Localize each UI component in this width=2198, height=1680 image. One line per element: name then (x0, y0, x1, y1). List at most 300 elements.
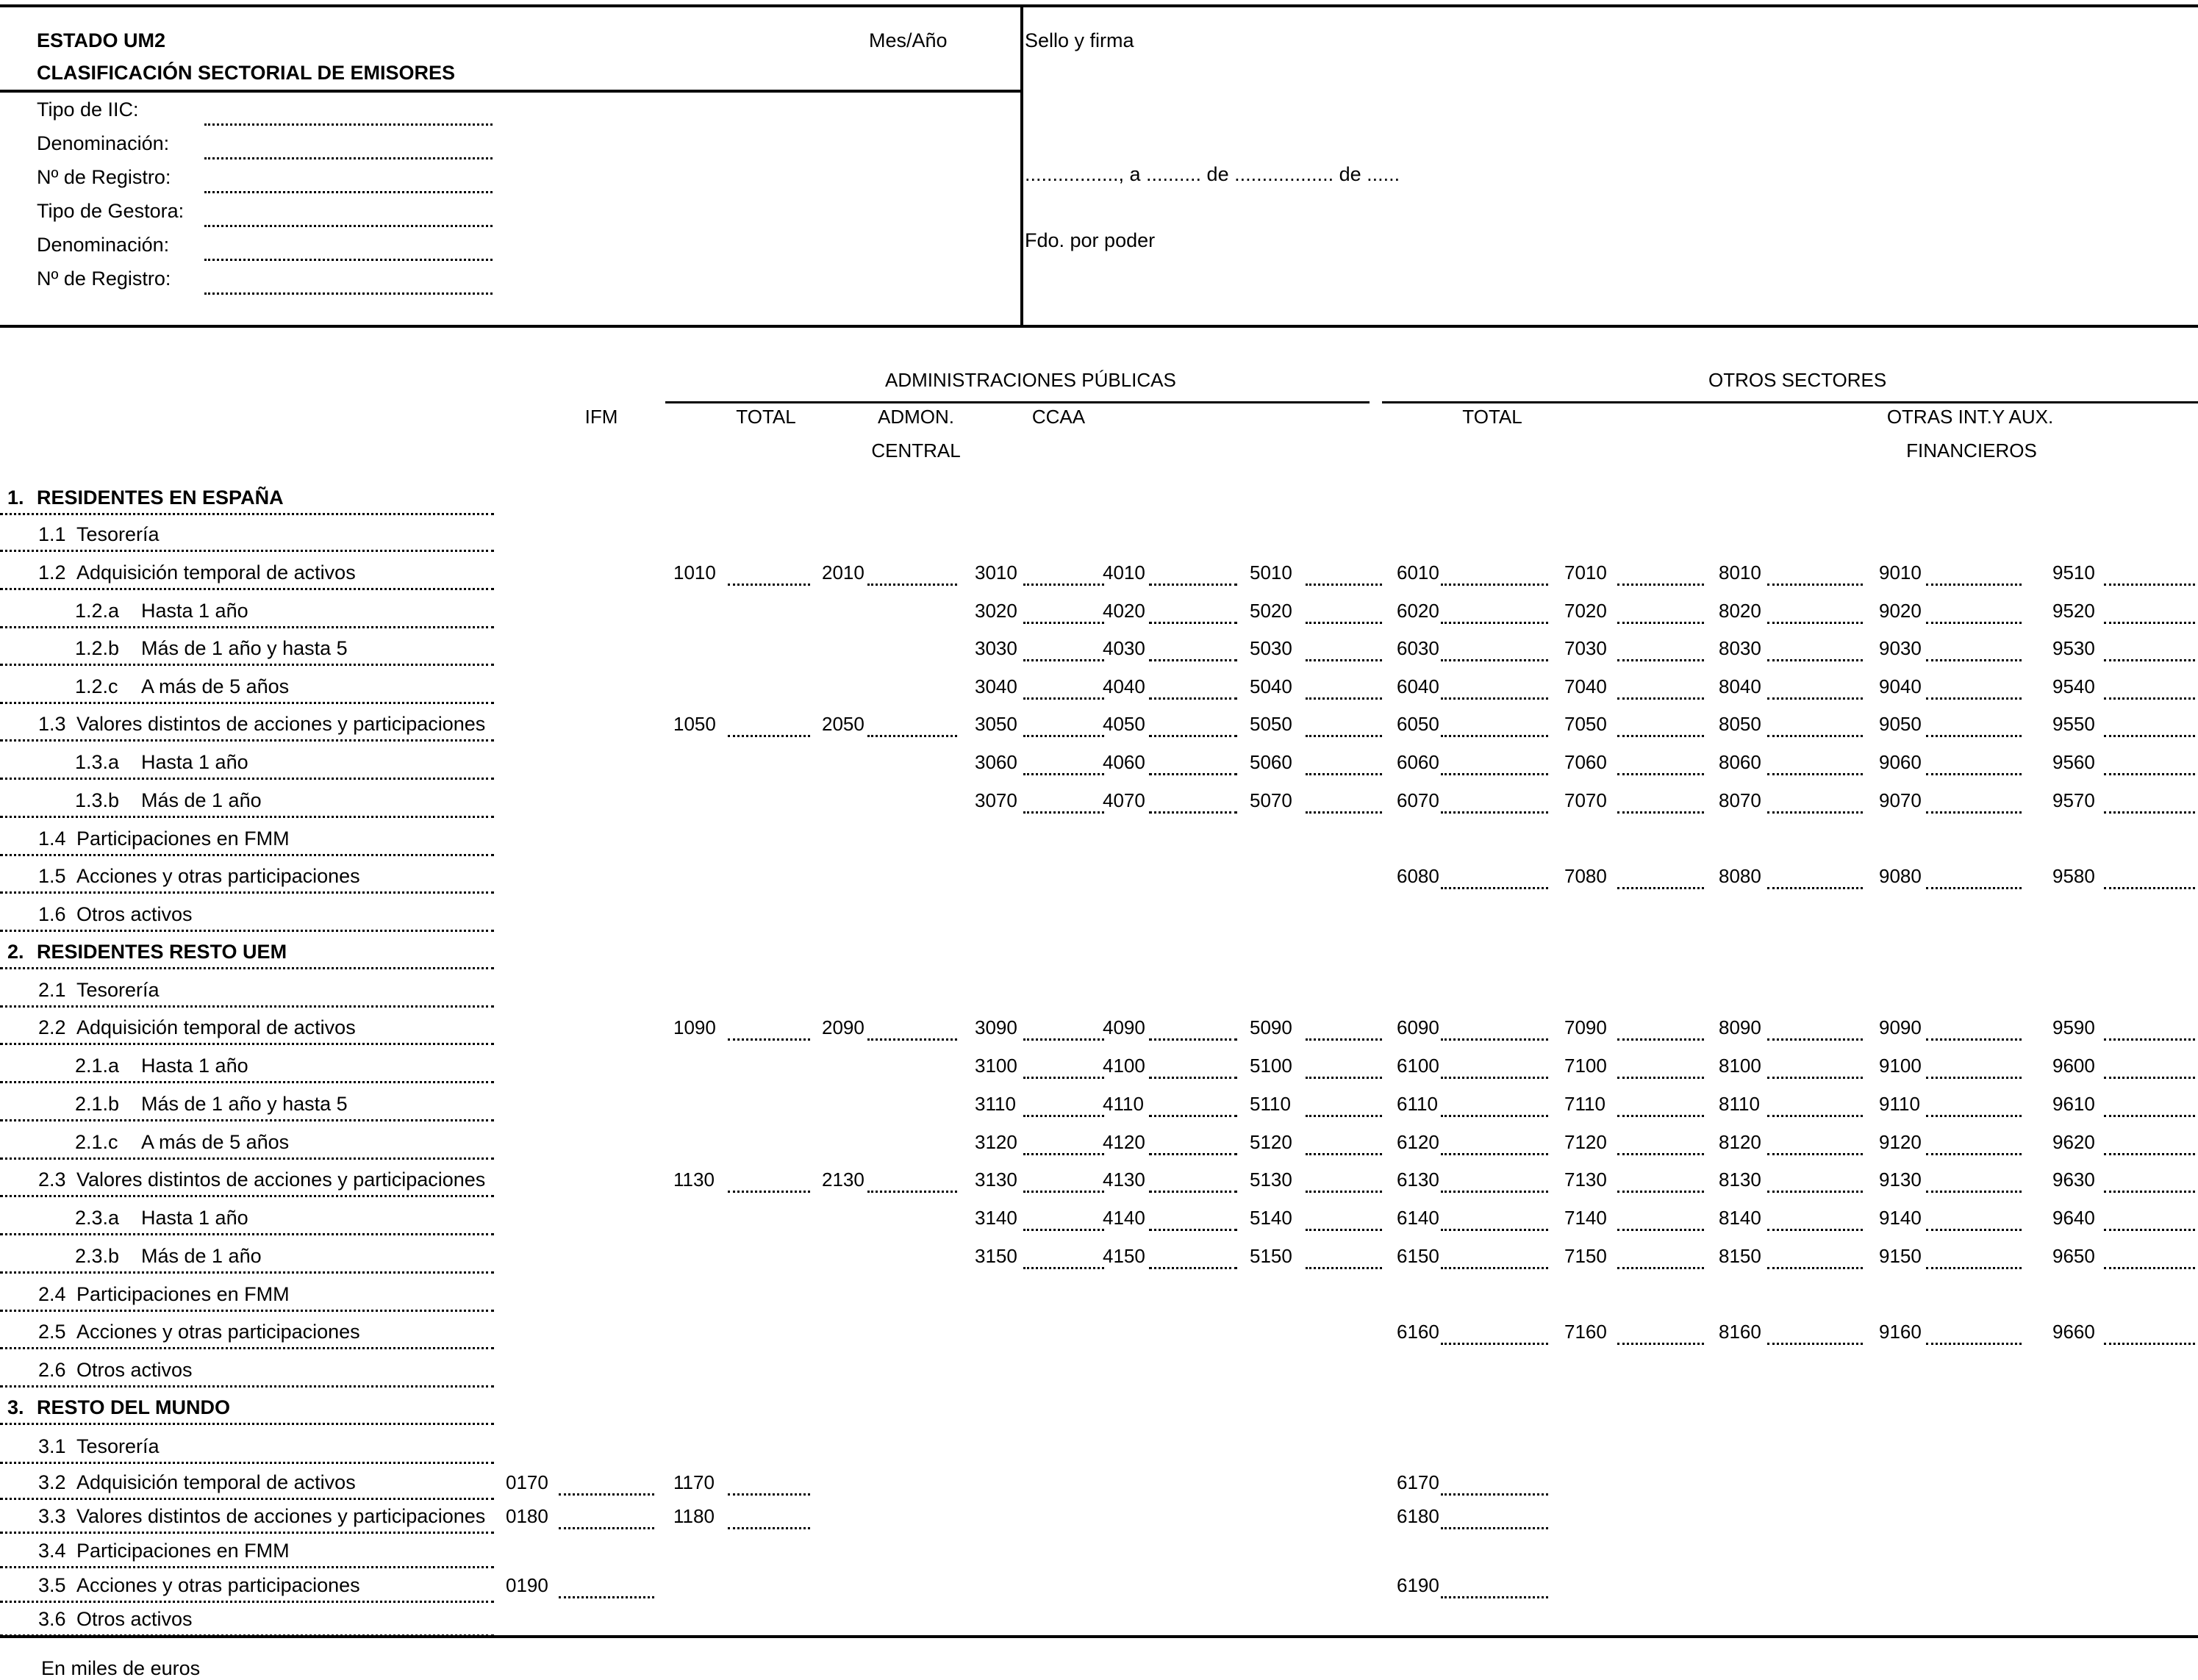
cell-input[interactable] (1767, 887, 1863, 889)
cell-code: 8100 (1719, 1055, 1761, 1077)
cell-input[interactable] (1617, 1038, 1704, 1041)
table-row (0, 1532, 2198, 1569)
row-underline (0, 1310, 494, 1312)
cell-code: 7010 (1564, 561, 1607, 584)
header-bottom-border (0, 325, 2198, 328)
cell-input[interactable] (1441, 1527, 1548, 1529)
cell-code: 7030 (1564, 637, 1607, 659)
cell-input[interactable] (1149, 659, 1237, 661)
cell-code: 9010 (1879, 561, 1922, 584)
cell-input[interactable] (1441, 735, 1548, 737)
cell-input[interactable] (1023, 584, 1104, 586)
cell-code: 9100 (1879, 1055, 1922, 1077)
table-row (0, 1428, 2198, 1465)
cell-input[interactable] (1926, 697, 2022, 700)
cell-input[interactable] (1306, 811, 1382, 814)
cell-input[interactable] (1767, 1153, 1863, 1155)
row-label: Participaciones en FMM (76, 1283, 290, 1305)
cell-input[interactable] (1306, 1153, 1382, 1155)
cell-input[interactable] (728, 1038, 810, 1041)
cell-input[interactable] (1617, 1115, 1704, 1117)
cell-input[interactable] (1441, 584, 1548, 586)
cell-code: 8030 (1719, 637, 1761, 659)
cell-input[interactable] (728, 584, 810, 586)
form-title: ESTADO UM2 (37, 29, 166, 51)
header-field-input[interactable] (204, 259, 493, 261)
cell-input[interactable] (1023, 1038, 1104, 1041)
cell-input[interactable] (1441, 811, 1548, 814)
cell-input[interactable] (1023, 1191, 1104, 1193)
cell-input[interactable] (1617, 1191, 1704, 1193)
cell-code: 9530 (2052, 637, 2095, 659)
cell-input[interactable] (1926, 811, 2022, 814)
cell-input[interactable] (1767, 1038, 1863, 1041)
cell-code: 6180 (1397, 1505, 1439, 1527)
cell-code: 5040 (1250, 675, 1292, 697)
cell-code: 8160 (1719, 1321, 1761, 1343)
cell-input[interactable] (1149, 735, 1237, 737)
cell-input[interactable] (1441, 1038, 1548, 1041)
cell-input[interactable] (1926, 1267, 2022, 1269)
cell-input[interactable] (2104, 697, 2195, 700)
row-label: Hasta 1 año (141, 600, 248, 622)
cell-code: 3020 (975, 600, 1017, 622)
cell-code: 6030 (1397, 637, 1439, 659)
cell-input[interactable] (1617, 659, 1704, 661)
cell-input[interactable] (1767, 659, 1863, 661)
cell-input[interactable] (1149, 1115, 1237, 1117)
cell-input[interactable] (1926, 622, 2022, 624)
cell-code: 4030 (1103, 637, 1145, 659)
row-number: 2.3.b (75, 1245, 120, 1267)
header-divider (1020, 4, 1023, 325)
cell-code: 0180 (506, 1505, 548, 1527)
cell-input[interactable] (1926, 1343, 2022, 1345)
cell-input[interactable] (2104, 622, 2195, 624)
cell-input[interactable] (1306, 1191, 1382, 1193)
cell-input[interactable] (1926, 1191, 2022, 1193)
row-number: 2.1.b (75, 1093, 120, 1115)
cell-input[interactable] (1306, 622, 1382, 624)
cell-code: 8130 (1719, 1169, 1761, 1191)
cell-input[interactable] (1617, 1229, 1704, 1231)
cell-input[interactable] (2104, 584, 2195, 586)
cell-code: 7080 (1564, 865, 1607, 887)
cell-input[interactable] (1617, 584, 1704, 586)
cell-input[interactable] (1441, 1343, 1548, 1345)
cell-input[interactable] (1023, 1229, 1104, 1231)
header-field-input[interactable] (204, 191, 493, 193)
column-header-admon-1: ADMON. (878, 406, 954, 428)
cell-input[interactable] (728, 1493, 810, 1496)
cell-input[interactable] (2104, 659, 2195, 661)
cell-input[interactable] (2104, 1343, 2195, 1345)
cell-code: 8150 (1719, 1245, 1761, 1267)
row-number: 3.2 (38, 1471, 66, 1493)
cell-code: 0190 (506, 1574, 548, 1596)
cell-input[interactable] (1023, 1115, 1104, 1117)
cell-code: 1090 (673, 1016, 716, 1038)
row-label: Tesorería (76, 1435, 160, 1457)
cell-input[interactable] (2104, 1153, 2195, 1155)
header-field-label: Tipo de Gestora: (37, 200, 185, 222)
cell-input[interactable] (1149, 584, 1237, 586)
cell-code: 1130 (673, 1169, 715, 1191)
cell-code: 8050 (1719, 713, 1761, 735)
cell-input[interactable] (2104, 887, 2195, 889)
row-label: Valores distintos de acciones y participaciones (76, 1505, 486, 1527)
header-field-input[interactable] (204, 225, 493, 227)
cell-code: 5120 (1250, 1131, 1292, 1153)
cell-input[interactable] (1767, 735, 1863, 737)
column-header-ccaa: CCAA (1031, 406, 1086, 428)
cell-input[interactable] (1767, 697, 1863, 700)
cell-input[interactable] (1306, 1229, 1382, 1231)
cell-input[interactable] (1617, 773, 1704, 775)
row-label: RESTO DEL MUNDO (37, 1396, 231, 1418)
cell-input[interactable] (1306, 659, 1382, 661)
cell-code: 8070 (1719, 789, 1761, 811)
cell-input[interactable] (1767, 1229, 1863, 1231)
cell-code: 3010 (975, 561, 1017, 584)
cell-code: 4020 (1103, 600, 1145, 622)
cell-input[interactable] (1617, 1343, 1704, 1345)
row-number: 1.6 (38, 903, 66, 925)
cell-input[interactable] (1617, 811, 1704, 814)
row-label: Otros activos (76, 1608, 193, 1630)
cell-input[interactable] (1306, 584, 1382, 586)
row-underline (0, 1634, 494, 1637)
cell-input[interactable] (1767, 1077, 1863, 1079)
row-number: 1.3 (38, 713, 66, 735)
cell-input[interactable] (1023, 735, 1104, 737)
cell-code: 8020 (1719, 600, 1761, 622)
cell-input[interactable] (1441, 1191, 1548, 1193)
row-label: Hasta 1 año (141, 751, 248, 773)
cell-code: 6130 (1397, 1169, 1439, 1191)
row-number: 1.3.b (75, 789, 120, 811)
cell-code: 3120 (975, 1131, 1017, 1153)
cell-input[interactable] (1926, 1038, 2022, 1041)
row-number: 2.3 (38, 1169, 66, 1191)
cell-input[interactable] (1306, 1077, 1382, 1079)
cell-input[interactable] (867, 1191, 957, 1193)
cell-code: 8120 (1719, 1131, 1761, 1153)
cell-input[interactable] (1441, 1077, 1548, 1079)
cell-input[interactable] (2104, 1229, 2195, 1231)
cell-code: 5150 (1250, 1245, 1292, 1267)
header-field-input[interactable] (204, 157, 493, 159)
cell-code: 5010 (1250, 561, 1292, 584)
row-number: 1.3.a (75, 751, 120, 773)
cell-input[interactable] (867, 735, 957, 737)
cell-code: 2050 (822, 713, 864, 735)
section-row (0, 933, 2198, 970)
cell-input[interactable] (2104, 1038, 2195, 1041)
cell-input[interactable] (1306, 735, 1382, 737)
row-number: 1.1 (38, 523, 66, 545)
column-header-os-total: TOTAL (1462, 406, 1522, 428)
row-label: Valores distintos de acciones y participaciones (76, 1169, 486, 1191)
cell-code: 9570 (2052, 789, 2095, 811)
row-underline (0, 1157, 494, 1160)
cell-input[interactable] (1149, 1153, 1237, 1155)
table-row (0, 630, 2198, 667)
column-header-ifm: IFM (584, 406, 618, 428)
cell-input[interactable] (1149, 811, 1237, 814)
cell-input[interactable] (1441, 1153, 1548, 1155)
cell-code: 9580 (2052, 865, 2095, 887)
cell-code: 9630 (2052, 1169, 2095, 1191)
cell-code: 8040 (1719, 675, 1761, 697)
cell-input[interactable] (1023, 622, 1104, 624)
cell-code: 7100 (1564, 1055, 1607, 1077)
row-label: Adquisición temporal de activos (76, 1471, 356, 1493)
cell-code: 4100 (1103, 1055, 1145, 1077)
cell-input[interactable] (1441, 1115, 1548, 1117)
column-header-otras-2: FINANCIEROS (1906, 439, 2037, 462)
cell-input[interactable] (1441, 622, 1548, 624)
cell-input[interactable] (1617, 1267, 1704, 1269)
cell-code: 9110 (1879, 1093, 1920, 1115)
cell-input[interactable] (1767, 1115, 1863, 1117)
cell-input[interactable] (1767, 584, 1863, 586)
cell-input[interactable] (1149, 697, 1237, 700)
cell-input[interactable] (1767, 1267, 1863, 1269)
cell-input[interactable] (1926, 659, 2022, 661)
cell-input[interactable] (1441, 1596, 1548, 1598)
header-field-input[interactable] (204, 292, 493, 295)
cell-code: 8110 (1719, 1093, 1760, 1115)
cell-input[interactable] (1617, 1153, 1704, 1155)
row-underline (0, 1043, 494, 1045)
cell-input[interactable] (1767, 773, 1863, 775)
cell-input[interactable] (1149, 1267, 1237, 1269)
header-field-input[interactable] (204, 123, 493, 126)
cell-code: 9520 (2052, 600, 2095, 622)
row-label: Hasta 1 año (141, 1207, 248, 1229)
cell-input[interactable] (1926, 584, 2022, 586)
row-label: Otros activos (76, 903, 193, 925)
cell-input[interactable] (559, 1493, 654, 1496)
cell-input[interactable] (1441, 659, 1548, 661)
cell-code: 4090 (1103, 1016, 1145, 1038)
row-label: Más de 1 año y hasta 5 (141, 637, 348, 659)
row-underline (0, 967, 494, 969)
cell-code: 6170 (1397, 1471, 1439, 1493)
cell-input[interactable] (1023, 1267, 1104, 1269)
cell-input[interactable] (1926, 735, 2022, 737)
col-group-admin: ADMINISTRACIONES PÚBLICAS (885, 369, 1176, 391)
cell-code: 8140 (1719, 1207, 1761, 1229)
cell-input[interactable] (1306, 1115, 1382, 1117)
cell-input[interactable] (1149, 773, 1237, 775)
cell-code: 5130 (1250, 1169, 1292, 1191)
row-number: 1.2.a (75, 600, 120, 622)
cell-input[interactable] (1149, 1077, 1237, 1079)
cell-code: 3100 (975, 1055, 1017, 1077)
cell-input[interactable] (559, 1527, 654, 1529)
table-row (0, 1567, 2198, 1604)
cell-input[interactable] (1617, 622, 1704, 624)
cell-input[interactable] (1926, 1153, 2022, 1155)
cell-input[interactable] (2104, 811, 2195, 814)
table-row (0, 896, 2198, 933)
cell-input[interactable] (1023, 697, 1104, 700)
row-underline (0, 854, 494, 856)
row-label: Tesorería (76, 979, 160, 1001)
cell-input[interactable] (2104, 1191, 2195, 1193)
cell-code: 2090 (822, 1016, 864, 1038)
table-row (0, 1351, 2198, 1388)
cell-input[interactable] (728, 1191, 810, 1193)
cell-input[interactable] (1023, 773, 1104, 775)
cell-code: 9610 (2052, 1093, 2095, 1115)
table-row (0, 1047, 2198, 1084)
cell-input[interactable] (1441, 887, 1548, 889)
row-number: 1.2 (38, 561, 66, 584)
cell-code: 9140 (1879, 1207, 1922, 1229)
cell-input[interactable] (2104, 773, 2195, 775)
cell-code: 6100 (1397, 1055, 1439, 1077)
cell-input[interactable] (1023, 659, 1104, 661)
cell-code: 4040 (1103, 675, 1145, 697)
cell-input[interactable] (1023, 1153, 1104, 1155)
column-header-otras-1: OTRAS INT.Y AUX. (1886, 406, 2054, 428)
date-line: ................., a .......... de .................. de ...... (1025, 163, 1400, 185)
cell-input[interactable] (1767, 1343, 1863, 1345)
cell-input[interactable] (1926, 773, 2022, 775)
cell-code: 5030 (1250, 637, 1292, 659)
cell-input[interactable] (1926, 1229, 2022, 1231)
row-label: RESIDENTES RESTO UEM (37, 941, 287, 963)
cell-input[interactable] (1617, 735, 1704, 737)
cell-code: 3050 (975, 713, 1017, 735)
cell-code: 9590 (2052, 1016, 2095, 1038)
cell-input[interactable] (2104, 1077, 2195, 1079)
row-label: Más de 1 año y hasta 5 (141, 1093, 348, 1115)
column-header-ap-total: TOTAL (736, 406, 796, 428)
row-label: Más de 1 año (141, 1245, 262, 1267)
cell-input[interactable] (1926, 1077, 2022, 1079)
cell-input[interactable] (1149, 622, 1237, 624)
row-label: Tesorería (76, 523, 160, 545)
cell-code: 1170 (673, 1471, 715, 1493)
cell-input[interactable] (559, 1596, 654, 1598)
cell-code: 9650 (2052, 1245, 2095, 1267)
row-number: 1.5 (38, 865, 66, 887)
cell-code: 8080 (1719, 865, 1761, 887)
cell-code: 3060 (975, 751, 1017, 773)
table-row (0, 972, 2198, 1008)
row-underline (0, 664, 494, 666)
row-underline (0, 1081, 494, 1083)
cell-input[interactable] (1767, 811, 1863, 814)
cell-input[interactable] (1767, 622, 1863, 624)
row-label: A más de 5 años (141, 675, 290, 697)
cell-input[interactable] (2104, 1267, 2195, 1269)
row-label: Adquisición temporal de activos (76, 1016, 356, 1038)
row-label: Acciones y otras participaciones (76, 1321, 360, 1343)
row-number: 1.4 (38, 828, 66, 850)
row-label: Participaciones en FMM (76, 828, 290, 850)
cell-input[interactable] (1441, 1267, 1548, 1269)
cell-code: 7150 (1564, 1245, 1607, 1267)
cell-input[interactable] (1767, 1191, 1863, 1193)
cell-code: 5060 (1250, 751, 1292, 773)
section-row (0, 479, 2198, 516)
cell-code: 9150 (1879, 1245, 1922, 1267)
cell-input[interactable] (2104, 735, 2195, 737)
cell-input[interactable] (1617, 697, 1704, 700)
row-number: 2.4 (38, 1283, 66, 1305)
row-label: RESIDENTES EN ESPAÑA (37, 487, 284, 509)
cell-input[interactable] (867, 584, 957, 586)
cell-code: 3090 (975, 1016, 1017, 1038)
cell-code: 7090 (1564, 1016, 1607, 1038)
cell-input[interactable] (1306, 1267, 1382, 1269)
footer-note: En miles de euros (41, 1657, 201, 1679)
cell-code: 5070 (1250, 789, 1292, 811)
row-underline (0, 588, 494, 590)
cell-input[interactable] (728, 1527, 810, 1529)
cell-code: 8090 (1719, 1016, 1761, 1038)
cell-code: 9070 (1879, 789, 1922, 811)
row-underline (0, 891, 494, 894)
row-underline (0, 513, 494, 515)
row-underline (0, 816, 494, 818)
top-border (0, 4, 2198, 7)
cell-input[interactable] (1306, 1038, 1382, 1041)
cell-input[interactable] (867, 1038, 957, 1041)
row-underline (0, 1347, 494, 1349)
row-number: 2.6 (38, 1359, 66, 1381)
cell-input[interactable] (728, 735, 810, 737)
form-subtitle: CLASIFICACIÓN SECTORIAL DE EMISORES (37, 62, 456, 84)
cell-code: 9620 (2052, 1131, 2095, 1153)
cell-input[interactable] (1023, 811, 1104, 814)
cell-input[interactable] (1441, 1229, 1548, 1231)
cell-code: 4130 (1103, 1169, 1145, 1191)
row-number: 1.2.c (75, 675, 118, 697)
cell-code: 5020 (1250, 600, 1292, 622)
cell-input[interactable] (1926, 1115, 2022, 1117)
cell-input[interactable] (1023, 1077, 1104, 1079)
otros-group-line (1382, 401, 2198, 403)
cell-input[interactable] (1149, 1229, 1237, 1231)
row-underline (0, 1271, 494, 1274)
cell-code: 7110 (1564, 1093, 1605, 1115)
column-header-admon-2: CENTRAL (871, 439, 961, 462)
cell-input[interactable] (1617, 887, 1704, 889)
cell-code: 1010 (673, 561, 716, 584)
cell-input[interactable] (1306, 697, 1382, 700)
cell-code: 4140 (1103, 1207, 1145, 1229)
cell-input[interactable] (1441, 697, 1548, 700)
cell-input[interactable] (1441, 1493, 1548, 1496)
cell-input[interactable] (1617, 1077, 1704, 1079)
cell-input[interactable] (1306, 773, 1382, 775)
cell-input[interactable] (2104, 1115, 2195, 1117)
cell-code: 8060 (1719, 751, 1761, 773)
cell-code: 2130 (822, 1169, 864, 1191)
cell-input[interactable] (1441, 773, 1548, 775)
cell-code: 5050 (1250, 713, 1292, 735)
cell-input[interactable] (1149, 1191, 1237, 1193)
cell-input[interactable] (1926, 887, 2022, 889)
row-number: 1.2.b (75, 637, 120, 659)
cell-input[interactable] (1149, 1038, 1237, 1041)
